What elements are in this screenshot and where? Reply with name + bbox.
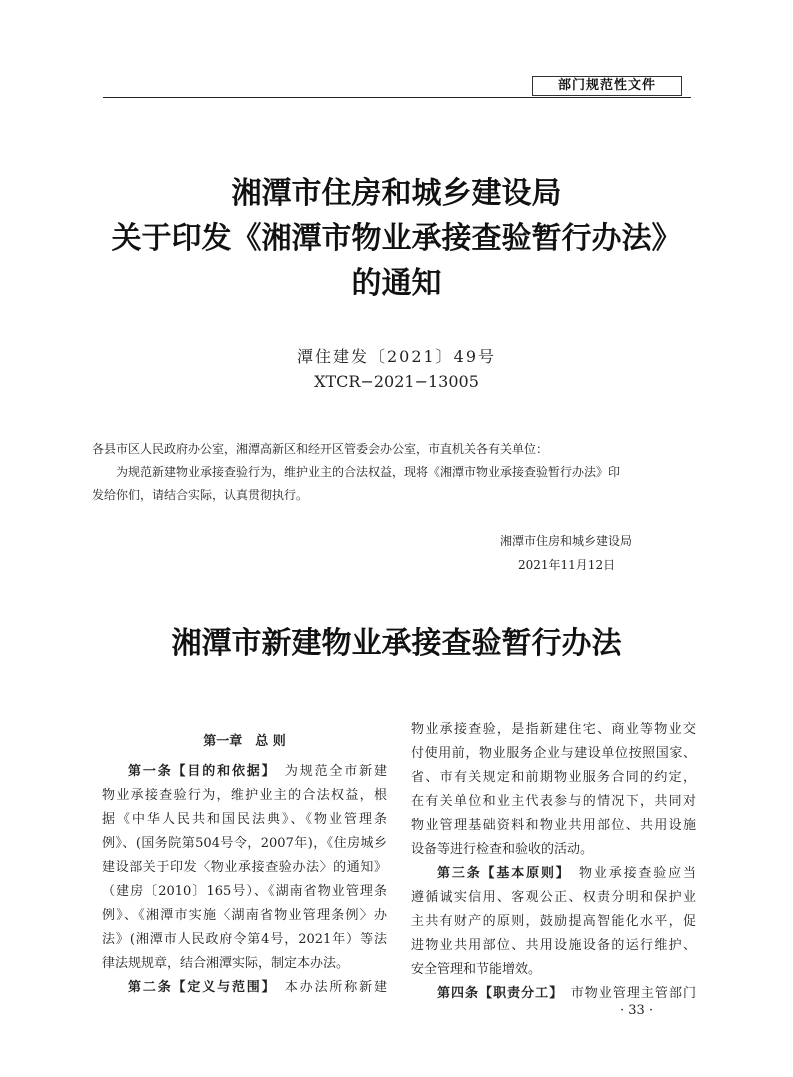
article-2-line: 物业承接查验，是指新建住宅、商业等物业交 (411, 722, 696, 737)
article-1-line: （建房〔2010〕165号）、《湖南省物业管理条 (102, 884, 387, 899)
notice-body-line-2: 发给你们，请结合实际，认真贯彻执行。 (92, 488, 309, 502)
article-2-first-line (102, 976, 387, 1000)
category-tag: 部门规范性文件 (532, 76, 682, 96)
article-3-line: 主共有财产的原则，鼓励提高智能化水平，促 (411, 914, 696, 929)
article-3-label: 第三条【基本原则】 (437, 866, 565, 881)
notice-title-line-2: 关于印发《湘潭市物业承接查验暂行办法》 (111, 221, 682, 256)
article-2-label: 第二条【定义与范围】 (128, 980, 271, 995)
notice-body-line-1: 为规范新建物业承接查验行为，维护业主的合法权益，现将《湘潭市物业承接查验暂行办法》印 (116, 465, 621, 479)
registration-code: XTCR−2021−13005 (314, 372, 479, 391)
article-1-line: 例》、(国务院第504号令，2007年)，《住房城乡 (102, 836, 387, 851)
article-3-first-line (411, 862, 696, 886)
article-4-first-line (411, 982, 696, 1006)
chapter-heading: 第一章 总 则 (203, 734, 286, 749)
header-rule (103, 97, 691, 98)
article-3-line: 安全管理和节能增效。 (411, 962, 542, 977)
article-2-line: 在有关单位和业主代表参与的情况下，共同对 (411, 794, 696, 809)
page-number: · 33 · (620, 1003, 654, 1018)
article-2-first-text: 本办法所称新建 (270, 980, 387, 995)
left-column (102, 710, 387, 1000)
article-1-first-line (102, 760, 387, 784)
article-1-line: 法》(湘潭市人民政府令第4号，2021年）等法 (102, 932, 387, 947)
article-2-line: 物业管理基础资料和物业共用部位、共用设施 (411, 818, 696, 833)
article-1-line: 物业承接查验行为，维护业主的合法权益，根 (102, 788, 387, 803)
article-3-line: 遵循诚实信用、客观公正、权责分明和保护业 (411, 890, 696, 905)
notice-title-line-3: 的通知 (351, 266, 442, 301)
article-3-first-text: 物业承接查验应当 (564, 866, 696, 881)
regulation-title: 湘潭市新建物业承接查验暂行办法 (171, 626, 622, 661)
notice-title-line-1: 湘潭市住房和城乡建设局 (231, 176, 562, 211)
article-1-line: 律法规规章，结合湘潭实际，制定本办法。 (102, 956, 350, 971)
article-1-line: 据《中华人民共和国民法典》、《物业管理条 (102, 812, 387, 827)
article-4-label: 第四条【职责分工】 (437, 986, 557, 1001)
right-column (411, 718, 696, 1006)
signature-date: 2021年11月12日 (518, 558, 616, 572)
article-3-line: 进物业共用部位、共用设施设备的运行维护、 (411, 938, 696, 953)
article-1-label: 第一条【目的和依据】 (128, 764, 271, 779)
article-2-line: 付使用前，物业服务企业与建设单位按照国家、 (411, 746, 696, 761)
article-4-first-text: 市物业管理主管部门 (556, 986, 696, 1001)
article-1-first-text: 为规范全市新建 (270, 764, 387, 779)
doc-number: 潭住建发〔2021〕49号 (296, 347, 497, 366)
signature-org: 湘潭市住房和城乡建设局 (500, 534, 633, 548)
article-2-line: 设备等进行检查和验收的活动。 (411, 842, 594, 857)
article-1-line: 建设部关于印发〈物业承接查验办法〉的通知》 (102, 860, 387, 875)
article-2-line: 省、市有关规定和前期物业服务合同的约定， (411, 770, 696, 785)
article-1-line: 例》、《湘潭市实施〈湖南省物业管理条例〉办 (102, 908, 387, 923)
addressee: 各县市区人民政府办公室，湘潭高新区和经开区管委会办公室，市直机关各有关单位： (92, 442, 549, 456)
